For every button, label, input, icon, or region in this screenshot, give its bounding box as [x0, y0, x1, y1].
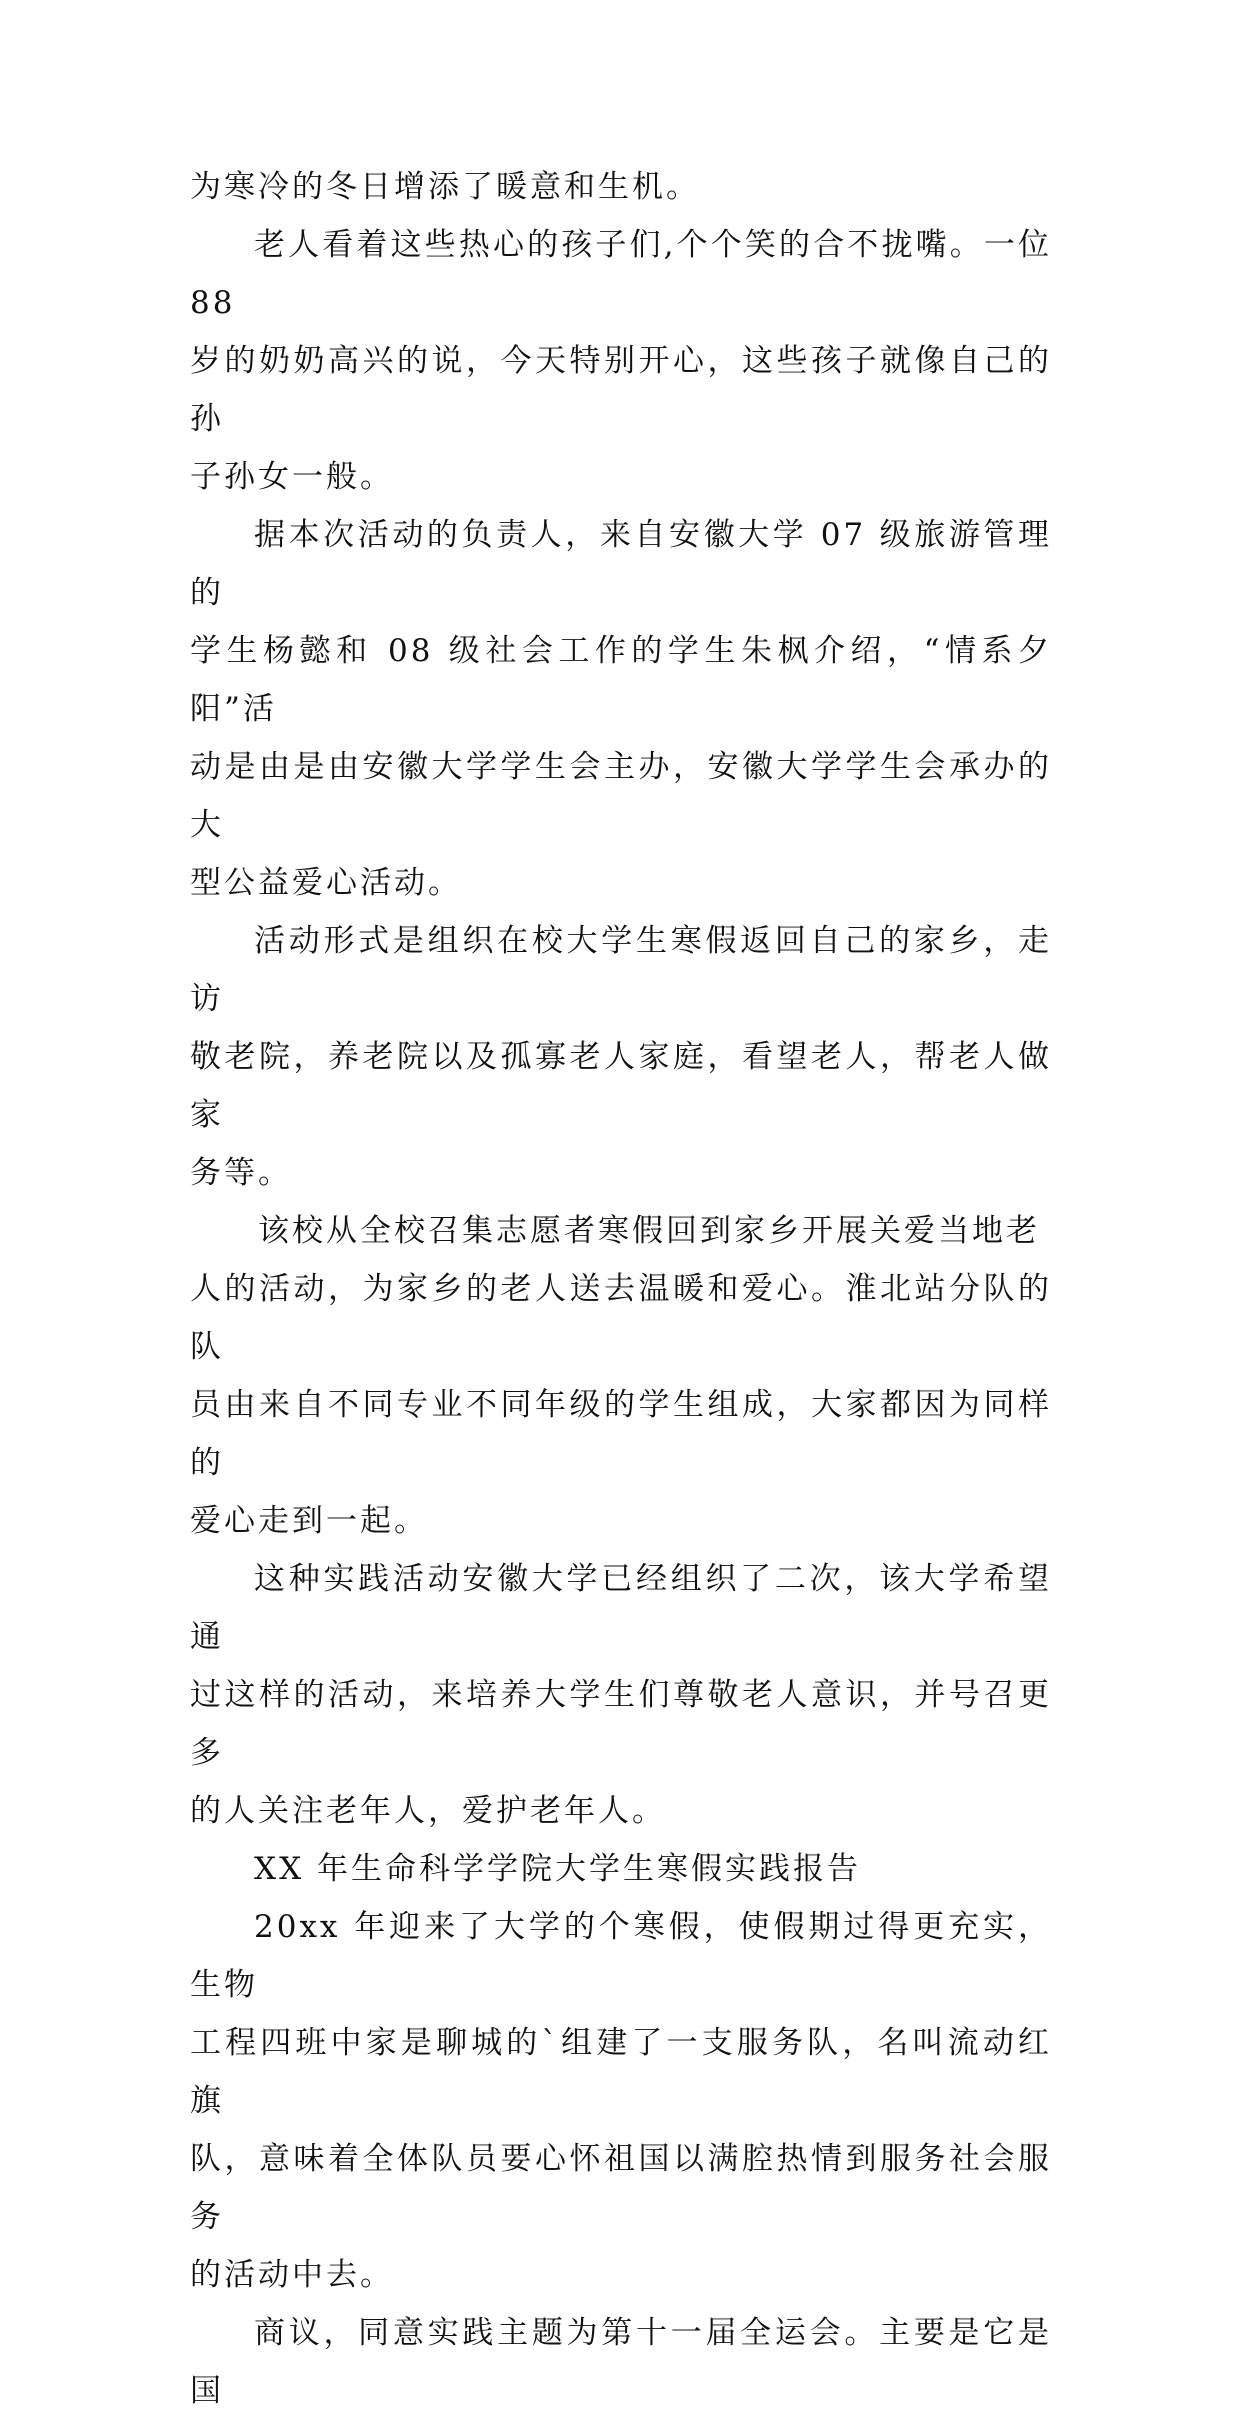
paragraph-7: 20xx 年迎来了大学的个寒假，使假期过得更充实，生物 工程四班中家是聊城的`组建了一支服务队，名叫流动红旗 队，意味着全体队员要心怀祖国以满腔热情到服务社会服务 的活动中去。: [190, 1909, 1052, 2293]
paragraph-5: 该校从全校召集志愿者寒假回到家乡开展关爱当地老 人的活动，为家乡的老人送去温暖和爱心。淮北站分队的队 员由来自不同专业不同年级的学生组成，大家都因为同样的 爱心走到一起。: [190, 1213, 1052, 1539]
document-page: [190, 158, 1052, 2420]
report-heading: XX 年生命科学学院大学生寒假实践报告: [254, 1851, 861, 1887]
paragraph-6: 这种实践活动安徽大学已经组织了二次，该大学希望通 过这样的活动，来培养大学生们尊敬老人意识，并号召更多 的人关注老年人，爱护老年人。: [190, 1561, 1052, 1829]
paragraph-1: 为寒冷的冬日增添了暖意和生机。: [190, 169, 700, 205]
paragraph-4: 活动形式是组织在校大学生寒假返回自己的家乡，走访 敬老院，养老院以及孤寡老人家庭，看望老人，帮老人做家 务等。: [190, 923, 1052, 1191]
paragraph-3: 据本次活动的负责人，来自安徽大学 07 级旅游管理的 学生杨懿和 08 级社会工作的学生朱枫介绍，“情系夕阳”活 动是由是由安徽大学学生会主办，安徽大学学生会承办的大 型公益爱心活动。: [190, 517, 1052, 901]
paragraph-8: 商议，同意实践主题为第十一届全运会。主要是它是国: [190, 2315, 1052, 2409]
paragraph-2: 老人看着这些热心的孩子们,个个笑的合不拢嘴。一位 88 岁的奶奶高兴的说，今天特别开心，这些孩子就像自己的孙 子孙女一般。: [190, 227, 1052, 495]
